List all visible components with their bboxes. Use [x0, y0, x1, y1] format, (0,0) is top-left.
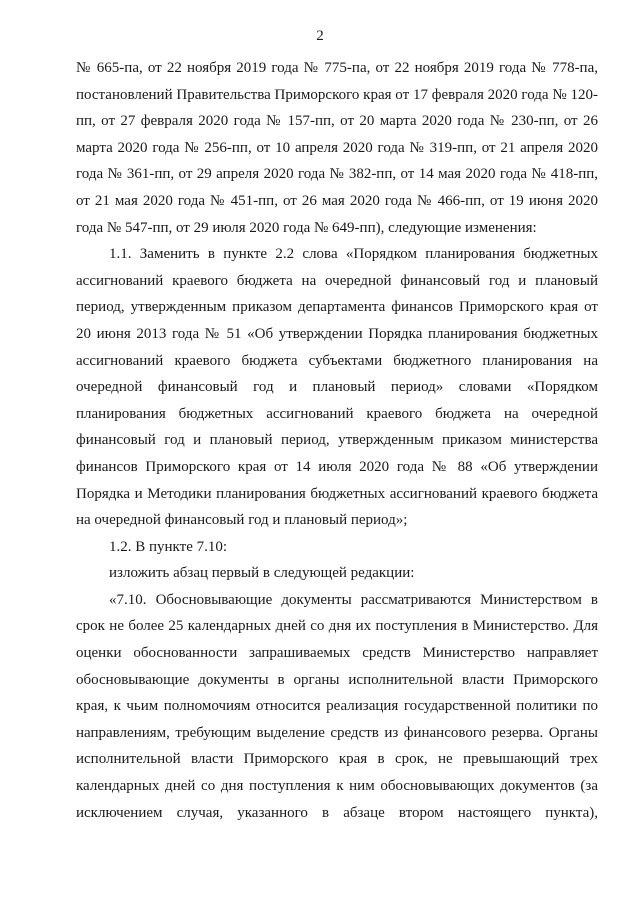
- paragraph-quoted-7-10: «7.10. Обосновывающие документы рассматриваются Министерством в срок не более 25 календарных дней со дня их поступления в Министерство. Для оценки обоснованности запрашиваемых средств Министерство направляет обосновывающие документы в органы исполнительной власти Приморского края, к чьим полномочиям относится реализация государственной политики по направлениям, требующим выделение средств из финансового резерва. Органы исполнительной власти Приморского края в срок, не превышающий трех календарных дней со дня поступления к ним обосновывающих документов (за исключением случая, указанного в абзаце втором настоящего пункта),: [76, 591, 598, 821]
- page-number: 2: [316, 28, 324, 44]
- paragraph-instruction: изложить абзац первый в следующей редакции:: [109, 565, 415, 582]
- paragraph-item-1-2: 1.2. В пункте 7.10:: [109, 538, 228, 555]
- paragraph-item-1-1: 1.1. Заменить в пункте 2.2 слова «Порядком планирования бюджетных ассигнований краевого бюджета на очередной финансовый год и плановый период, утвержденным приказом департамента финансов Приморского края от 20 июня 2013 года № 51 «Об утверждении Порядка планирования бюджетных ассигнований краевого бюджета субъектами бюджетного планирования на очередной финансовый год и плановый период» словами «Порядком планирования бюджетных ассигнований краевого бюджета на очередной финансовый год и плановый период, утвержденным приказом министерства финансов Приморского края от 14 июля 2020 года № 88 «Об утверждении Порядка и Методики планирования бюджетных ассигнований краевого бюджета на очередной финансовый год и плановый период»;: [76, 246, 598, 529]
- document-body: [76, 55, 598, 826]
- paragraph-continuation: № 665-па, от 22 ноября 2019 года № 775-па, от 22 ноября 2019 года № 778-па, постановлений Правительства Приморского края от 17 февраля 2020 года № 120-пп, от 27 февраля 2020 года № 157-пп, от 20 марта 2020 года № 230-пп, от 26 марта 2020 года № 256-пп, от 10 апреля 2020 года № 319-пп, от 21 апреля 2020 года № 361-пп, от 29 апреля 2020 года № 382-пп, от 14 мая 2020 года № 418-пп, от 21 мая 2020 года № 451-пп, от 26 мая 2020 года № 466-пп, от 19 июня 2020 года № 547-пп, от 29 июля 2020 года № 649-пп), следующие изменения:: [76, 60, 598, 236]
